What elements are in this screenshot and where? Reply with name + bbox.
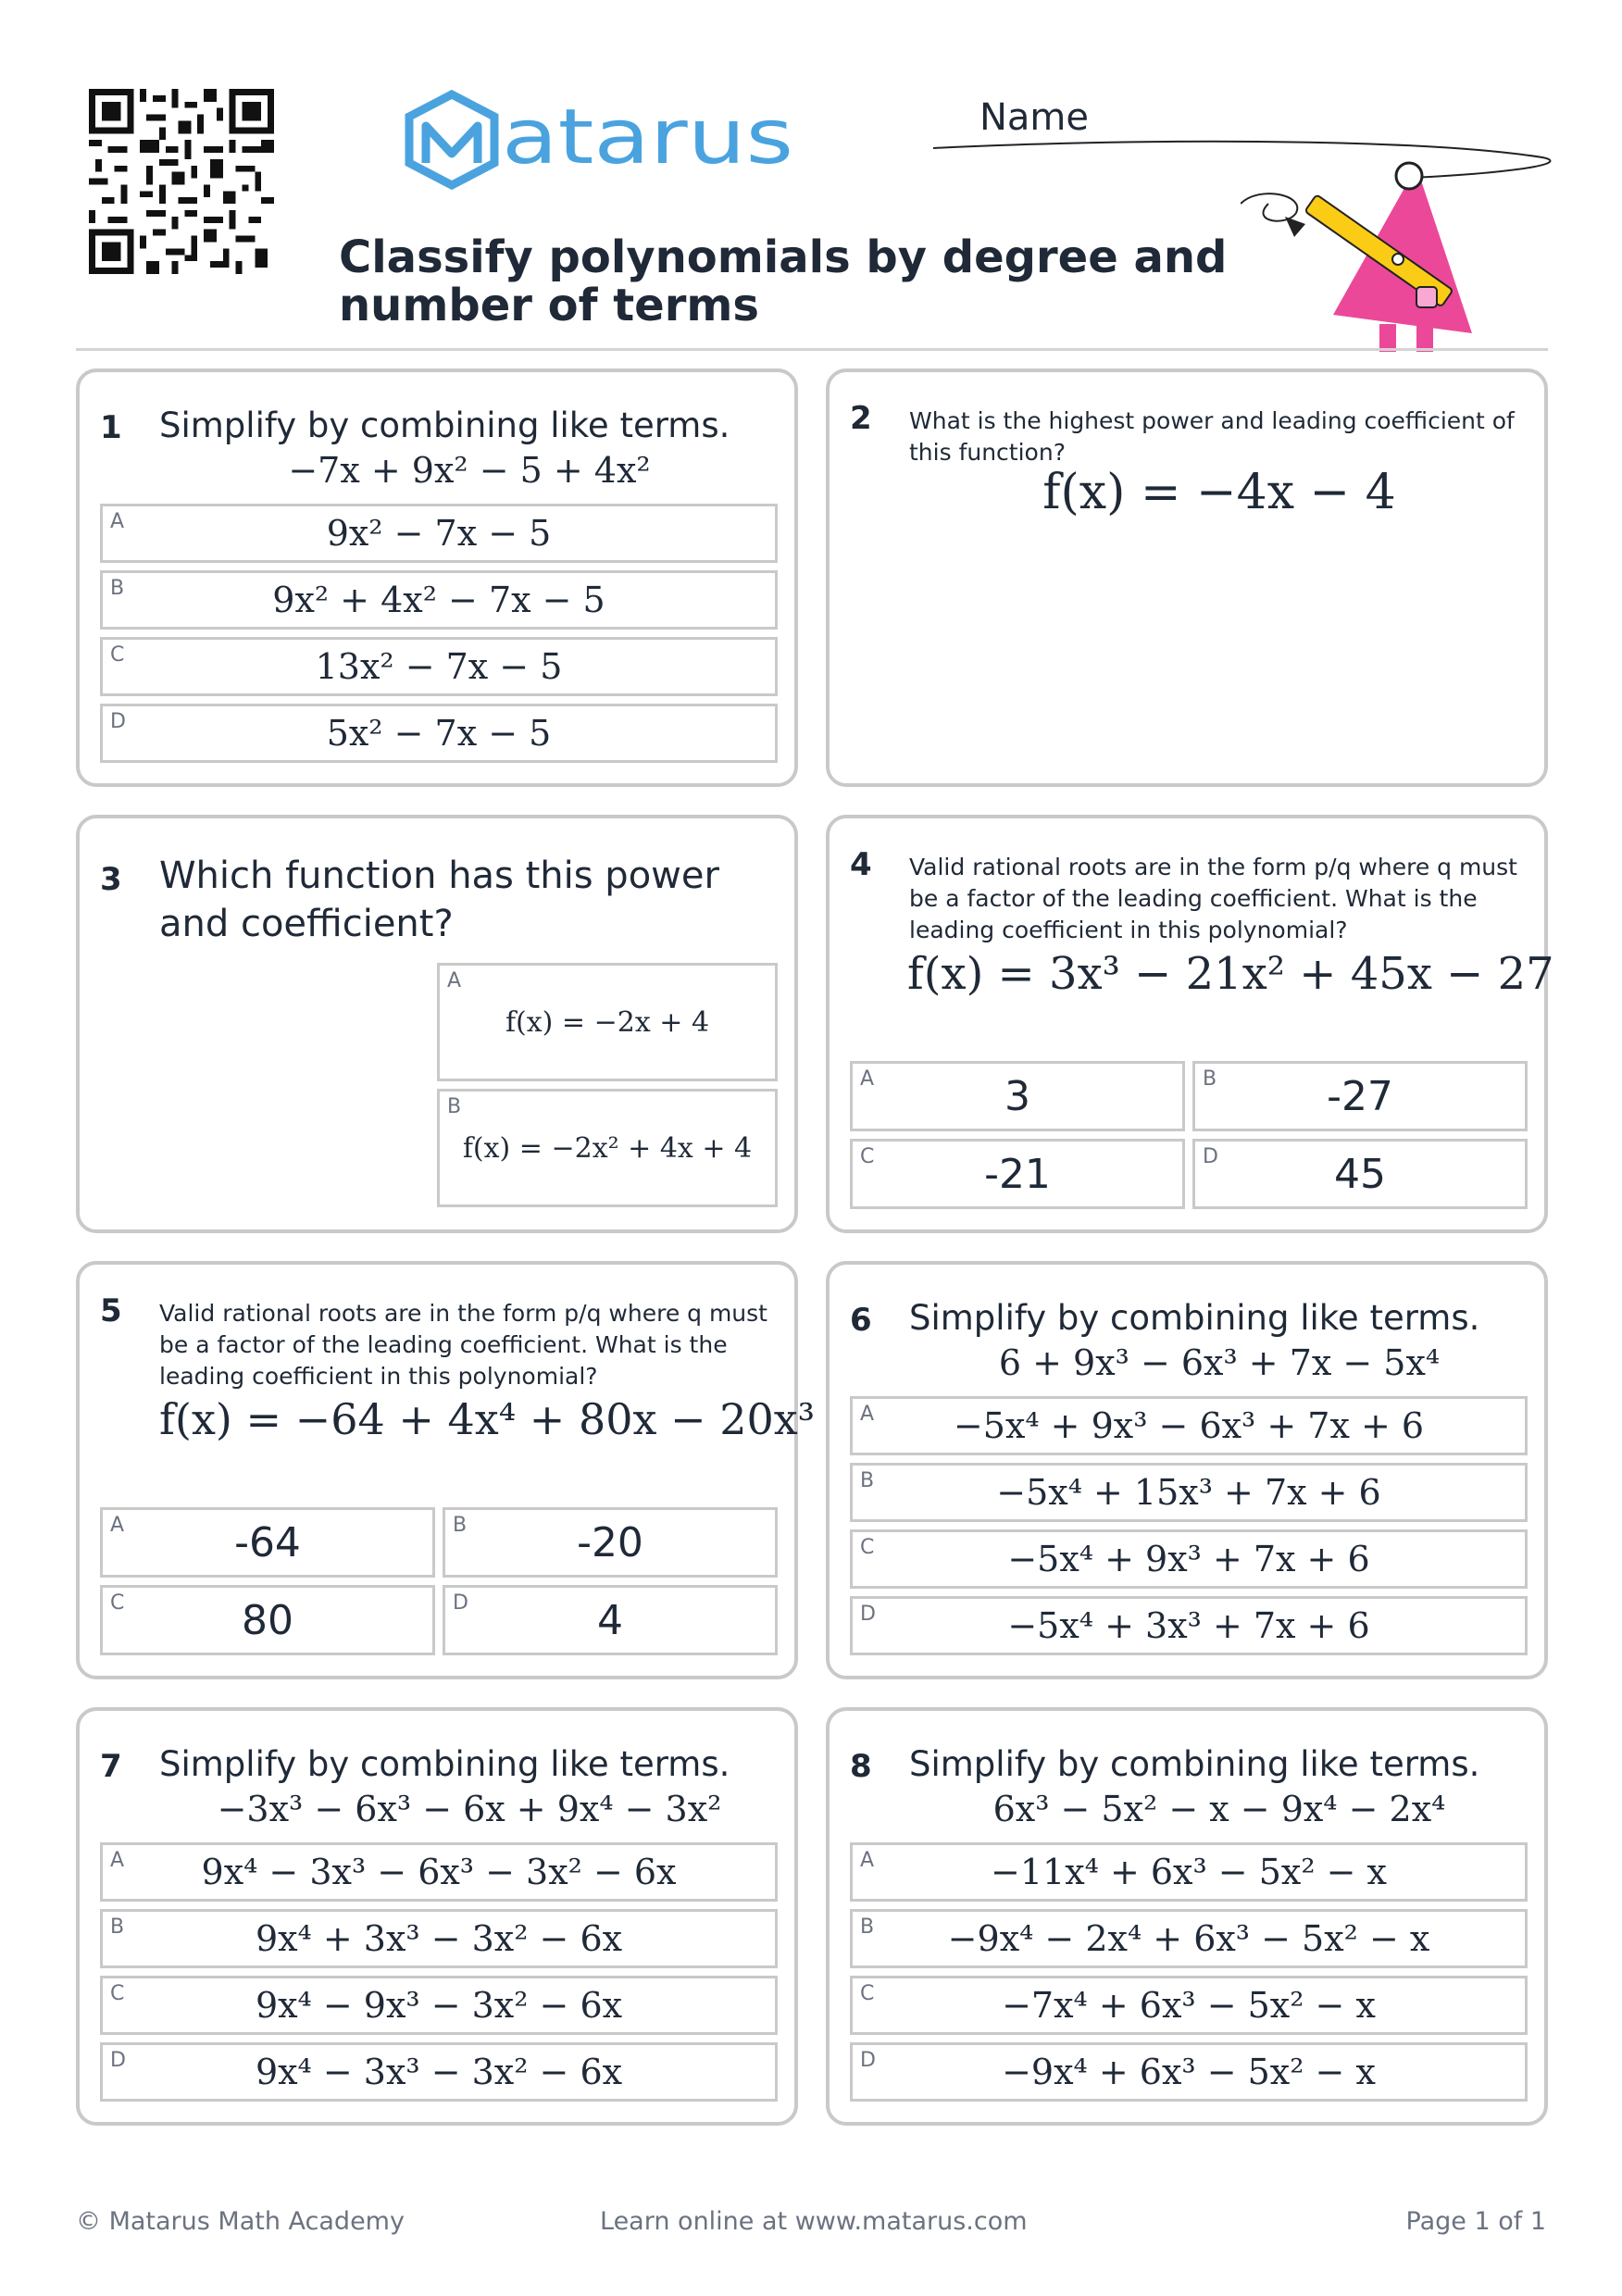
question-expression: −3x³ − 6x³ − 6x + 9x⁴ − 3x² (217, 1789, 722, 1829)
option-value: 9x⁴ − 9x³ − 3x² − 6x (255, 1985, 623, 2026)
option-label: B (860, 1915, 875, 1939)
option-value: 5x² − 7x − 5 (326, 713, 552, 754)
option-label: C (110, 1982, 125, 2005)
option-d[interactable] (443, 1585, 778, 1655)
option-c[interactable] (100, 1976, 778, 2035)
page-title: Classify polynomials by degree and number of terms (339, 231, 1228, 331)
option-label: C (110, 1591, 125, 1615)
option-b[interactable] (850, 1463, 1528, 1522)
option-c[interactable] (100, 637, 778, 696)
option-label: B (860, 1469, 875, 1492)
option-value: −11x⁴ + 6x³ − 5x² − x (991, 1852, 1387, 1892)
option-b[interactable] (437, 1089, 778, 1207)
question-prompt: Valid rational roots are in the form p/q where q must be a factor of the leading coefficient. What is the leading coefficient in this polynomial? (159, 1300, 767, 1390)
matarus-logo (398, 89, 796, 191)
question-prompt: Simplify by combining like terms. (159, 406, 730, 445)
option-label: B (447, 1095, 462, 1118)
option-label: B (1203, 1067, 1217, 1091)
option-a[interactable] (100, 1842, 778, 1902)
option-label: D (110, 2049, 126, 2072)
option-value: 45 (1334, 1150, 1386, 1198)
question-prompt: Which function has this power and coefficient? (159, 855, 719, 945)
question-card-8 (826, 1707, 1548, 2126)
option-a[interactable] (850, 1396, 1528, 1455)
question-card-2 (826, 368, 1548, 787)
option-value: 9x⁴ − 3x³ − 6x³ − 3x² − 6x (201, 1852, 677, 1892)
option-value: 9x² + 4x² − 7x − 5 (272, 580, 605, 620)
option-d[interactable] (850, 1596, 1528, 1655)
qr-code (89, 89, 274, 274)
option-value: -27 (1327, 1072, 1393, 1120)
option-b[interactable] (850, 1909, 1528, 1968)
option-label: D (110, 710, 126, 733)
option-value: f(x) = −2x² + 4x + 4 (462, 1131, 753, 1165)
option-value: −7x⁴ + 6x³ − 5x² − x (1002, 1985, 1376, 2026)
option-value: 80 (242, 1596, 293, 1644)
question-number: 4 (850, 846, 872, 883)
name-label: Name (979, 96, 1090, 139)
option-value: -64 (234, 1518, 301, 1566)
option-label: A (447, 969, 462, 992)
question-card-4 (826, 815, 1554, 1233)
question-number: 1 (100, 409, 122, 446)
option-label: C (860, 1145, 875, 1168)
option-label: D (860, 2049, 876, 2072)
question-expression: 6 + 9x³ − 6x³ + 7x − 5x⁴ (998, 1342, 1441, 1383)
footer-learn-link[interactable]: Learn online at www.matarus.com (600, 2207, 1028, 2236)
option-value: −5x⁴ + 3x³ + 7x + 6 (1007, 1605, 1370, 1646)
question-card-3 (76, 815, 798, 1233)
option-a[interactable] (437, 963, 778, 1081)
option-a[interactable] (850, 1842, 1528, 1902)
question-prompt: What is the highest power and leading coefficient of this function? (909, 407, 1515, 466)
option-value: f(x) = −2x + 4 (505, 1005, 710, 1039)
question-card-5 (76, 1261, 816, 1679)
option-label: D (453, 1591, 468, 1615)
question-number: 8 (850, 1748, 872, 1785)
option-label: A (860, 1403, 875, 1426)
option-d[interactable] (100, 2042, 778, 2102)
option-c[interactable] (850, 1976, 1528, 2035)
option-b[interactable] (443, 1507, 778, 1578)
question-card-7 (76, 1707, 798, 2126)
svg-text:atarus: atarus (502, 94, 793, 181)
option-value: −5x⁴ + 9x³ − 6x³ + 7x + 6 (953, 1405, 1425, 1446)
option-label: A (110, 1849, 125, 1872)
option-value: -20 (577, 1518, 643, 1566)
option-label: C (860, 1982, 875, 2005)
question-expression: f(x) = −4x − 4 (1042, 465, 1396, 520)
option-c[interactable] (100, 1585, 435, 1655)
footer-copyright: © Matarus Math Academy (76, 2207, 405, 2236)
option-label: B (110, 1915, 125, 1939)
question-prompt: Valid rational roots are in the form p/q where q must be a factor of the leading coefficient. What is the leading coefficient in this polynomial? (909, 854, 1517, 943)
option-label: A (860, 1849, 875, 1872)
option-c[interactable] (850, 1139, 1185, 1209)
question-expression: f(x) = −64 + 4x⁴ + 80x − 20x³ (159, 1394, 816, 1444)
option-b[interactable] (100, 1909, 778, 1968)
option-a[interactable] (100, 1507, 435, 1578)
option-d[interactable] (100, 704, 778, 763)
question-prompt: Simplify by combining like terms. (159, 1744, 730, 1784)
question-expression: 6x³ − 5x² − x − 9x⁴ − 2x⁴ (992, 1789, 1446, 1829)
question-prompt: Simplify by combining like terms. (909, 1298, 1480, 1338)
option-value: 13x² − 7x − 5 (315, 646, 563, 687)
question-card-6 (826, 1261, 1548, 1679)
option-d[interactable] (850, 2042, 1528, 2102)
option-label: A (110, 510, 125, 533)
question-number: 5 (100, 1292, 122, 1329)
option-b[interactable] (100, 570, 778, 630)
pencil-mascot-icon (1241, 148, 1472, 352)
option-d[interactable] (1192, 1139, 1528, 1209)
option-a[interactable] (850, 1061, 1185, 1131)
option-label: A (110, 1514, 125, 1537)
question-prompt: Simplify by combining like terms. (909, 1744, 1480, 1784)
option-value: 3 (1004, 1072, 1030, 1120)
question-card-1 (76, 368, 798, 787)
option-value: 9x² − 7x − 5 (326, 513, 552, 554)
header-divider (76, 348, 1548, 351)
option-label: B (453, 1514, 468, 1537)
option-value: −9x⁴ + 6x³ − 5x² − x (1002, 2052, 1376, 2092)
option-c[interactable] (850, 1529, 1528, 1589)
option-value: 9x⁴ − 3x³ − 3x² − 6x (255, 2052, 623, 2092)
option-value: 9x⁴ + 3x³ − 3x² − 6x (255, 1918, 623, 1959)
question-number: 3 (100, 861, 122, 898)
question-expression: −7x + 9x² − 5 + 4x² (288, 450, 651, 491)
option-label: B (110, 577, 125, 600)
question-expression: f(x) = 3x³ − 21x² + 45x − 27 (907, 948, 1554, 1000)
option-b[interactable] (1192, 1061, 1528, 1131)
option-label: D (1203, 1145, 1218, 1168)
option-value: -21 (984, 1150, 1051, 1198)
option-value: 4 (597, 1596, 623, 1644)
option-label: A (860, 1067, 875, 1091)
option-label: C (860, 1536, 875, 1559)
question-number: 2 (850, 400, 872, 437)
option-label: D (860, 1603, 876, 1626)
option-value: −5x⁴ + 15x³ + 7x + 6 (996, 1472, 1381, 1513)
option-value: −9x⁴ − 2x⁴ + 6x³ − 5x² − x (947, 1918, 1430, 1959)
option-label: C (110, 643, 125, 667)
option-a[interactable] (100, 504, 778, 563)
question-number: 7 (100, 1748, 122, 1785)
footer-page-number: Page 1 of 1 (1405, 2207, 1546, 2236)
question-number: 6 (850, 1302, 872, 1339)
option-value: −5x⁴ + 9x³ + 7x + 6 (1007, 1539, 1370, 1579)
